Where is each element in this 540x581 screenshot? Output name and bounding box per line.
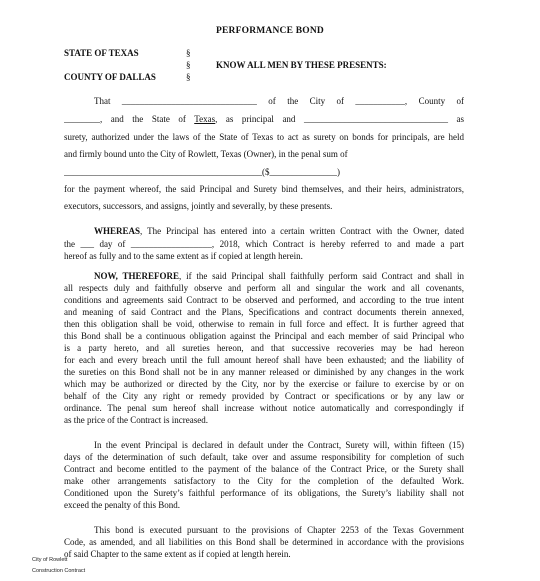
footer-contract: Construction Contract [32,568,86,574]
bond-line [64,113,464,125]
whereas-lead: WHEREAS [94,226,141,236]
now-therefore-text: , if the said Principal shall faithfully perform said Contract and shall in [179,271,464,281]
default-line: make other arrangements satisfactory to the City for the completion of the defaulted Work. [64,476,464,486]
whereas-line: hereof as fully and to the same extent as if copied at length herein. [64,251,303,261]
bond-line: and firmly bound unto the City of Rowlett, Texas (Owner), in the penal sum of [64,149,348,159]
chapter-line: Code, as amended, and all liabilities on this Bond shall be determined in accordance with the provisions [64,537,464,547]
now-therefore-line: the sureties on this Bond shall not be in any manner released or diminished by any changes in the work [64,367,464,377]
bond-line: That ______________________________ of the City of ___________, County of [94,96,464,106]
know-all-men-heading: KNOW ALL MEN BY THESE PRESENTS: [216,60,387,70]
texas-link-text: Texas [194,114,216,124]
default-line: days of the determination of such default, take over and assume responsibility for completion of such [64,452,464,462]
bond-line: ____________________________________________($_______________) [64,167,340,177]
default-line: Contract and become entitled to the payment of the balance of the Contract Price, or the Surety shall [64,464,464,474]
chapter-line: of said Chapter to the same extent as if copied at length herein. [64,549,291,559]
whereas-line [94,225,464,237]
now-therefore-line: conditions and agreements said Contract to be observed and performed, and according to the true intent [64,295,464,305]
now-therefore-line: is a party hereto, and all sureties hereon, and that successive recoveries may be had hereon [64,343,464,353]
default-line: Conditioned upon the Surety’s faithful performance of its obligations, the Surety’s liability shall not [64,488,464,498]
document-title: PERFORMANCE BOND [216,26,324,36]
now-therefore-line: then this obligation shall be void, otherwise to remain in full force and effect. It is further agreed that [64,319,464,329]
default-line: In the event Principal is declared in default under the Contract, Surety will, within fifteen (15) [94,440,464,450]
section-sign: § [186,60,191,70]
now-therefore-lead: NOW, THEREFORE [94,271,180,281]
section-sign: § [186,72,191,82]
now-therefore-line: and meaning of said Contract and the Plans, Specifications and contract documents therein annexed, [64,307,464,317]
whereas-text: , The Principal has entered into a certain written Contract with the Owner, dated [140,226,464,236]
section-sign: § [186,48,191,58]
state-label: STATE OF TEXAS [64,48,139,58]
now-therefore-line: ordinance. The penal sum hereof shall increase without notice automatically and correspondingly if [64,403,464,413]
bond-text: ________, and the State of [64,114,195,124]
whereas-line: the ___ day of __________________, 2018, which Contract is hereby referred to and made a part [64,239,464,249]
now-therefore-line: all respects duly and faithfully observe and perform all and singular the work and all covenants, [64,283,464,293]
bond-line: surety, authorized under the laws of the State of Texas to act as surety on bonds for principals, are held [64,132,464,142]
now-therefore-line: for each and every breach until the full amount hereof shall have been exhausted; and the liability of [64,355,464,365]
bond-text: , as principal and ________________________________ as [215,114,464,124]
now-therefore-line [94,270,464,282]
now-therefore-line: which may be authorized or directed by the City, nor by the exercise or failure to exercise by or on [64,379,464,389]
county-label: COUNTY OF DALLAS [64,72,156,82]
chapter-line: This bond is executed pursuant to the provisions of Chapter 2253 of the Texas Government [94,525,464,535]
bond-line: for the payment whereof, the said Principal and Surety bind themselves, and their heirs, administrators, [64,184,464,194]
footer-city: City of Rowlett [32,557,68,563]
now-therefore-line: as the price of the Contract is increased. [64,415,208,425]
now-therefore-line: this Bond shall be a continuous obligation against the Principal and each member of said Principal who [64,331,464,341]
default-line: exceed the penalty of this Bond. [64,500,180,510]
now-therefore-line: behalf of the City any right or remedy provided by Contract or specifications or by any law or [64,391,464,401]
bond-line: executors, successors, and assigns, jointly and severally, by these presents. [64,201,333,211]
